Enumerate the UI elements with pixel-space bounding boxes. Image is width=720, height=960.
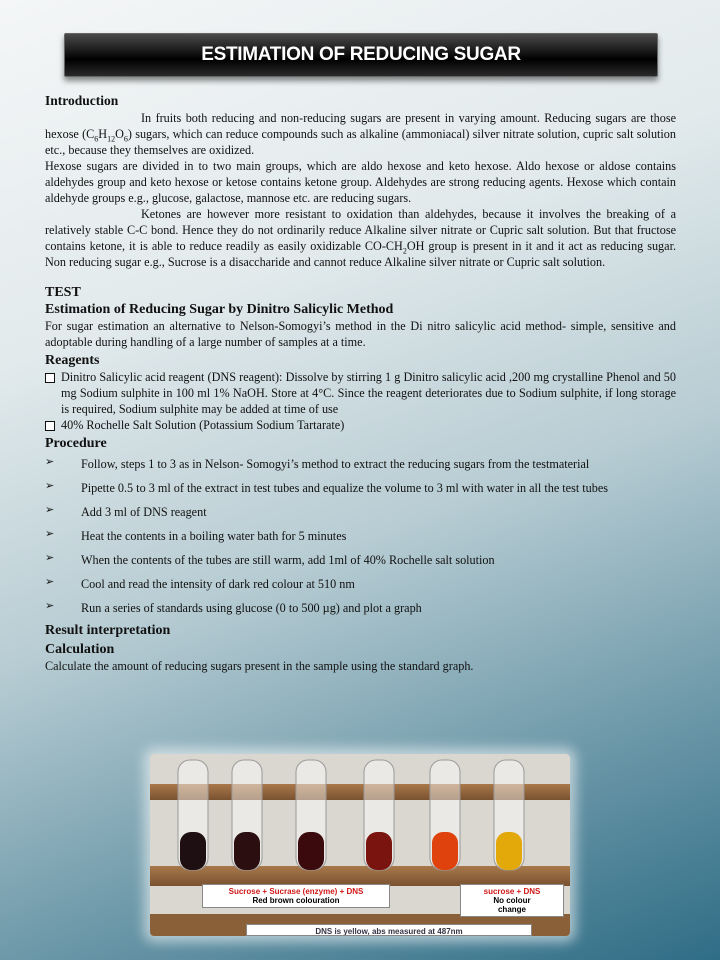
- procedure-step: [45, 550, 676, 570]
- document-body: [45, 92, 676, 674]
- procedure-step-text: Run a series of standards using glucose (0 to 500 µg) and plot a graph: [81, 601, 422, 615]
- intro-paragraph-2: Hexose sugars are divided in to two main groups, which are aldo hexose and keto hexose. Aldo hexose or aldose contains aldehydes group and keto hexose or ketose contains ketone group. Aldehydes are strong reducing agents. Hexose which contain aldehyde groups e.g., glucose, galactose, mannose etc. are reducing sugars.: [45, 159, 676, 205]
- procedure-step-text: Add 3 ml of DNS reagent: [81, 505, 207, 519]
- procedure-step: [45, 574, 676, 594]
- intro-heading: Introduction: [45, 93, 119, 108]
- caption-left-line-1: Sucrose + Sucrase (enzyme) + DNS: [228, 887, 364, 896]
- arrow-bullet-icon: ➢: [45, 575, 55, 588]
- procedure-step-text: Heat the contents in a boiling water bath for 5 minutes: [81, 529, 347, 543]
- procedure-step-text: Cool and read the intensity of dark red colour at 510 nm: [81, 577, 355, 591]
- reagent-item: [45, 417, 676, 433]
- reagent-text: Dinitro Salicylic acid reagent (DNS reagent): Dissolve by stirring 1 g Dinitro salicylic acid ,200 mg crystalline Phenol and 50 mg Sodium sulphite in 100 ml 1% NaOH. Store at 4°C. Since the reagent deteriorates due to Sodium sulphite, if long storage is required, Sodium sulphite may be added at time of use: [61, 370, 676, 416]
- calculation-heading: Calculation: [45, 642, 115, 657]
- arrow-bullet-icon: ➢: [45, 503, 55, 516]
- procedure-heading: Procedure: [45, 436, 107, 451]
- procedure-step-text: Follow, steps 1 to 3 as in Nelson- Somogyi’s method to extract the reducing sugars from the testmaterial: [81, 457, 590, 471]
- tube-liquid: [496, 832, 522, 870]
- arrow-bullet-icon: ➢: [45, 527, 55, 540]
- intro-paragraph-1: In fruits both reducing and non-reducing sugars are present in varying amount. Reducing sugars are those hexose $(C_6H_{12}O_6)$ sugars, which can reduce compounds such as alkaline (ammoniacal) silver nitrate solution, cupric salt solution etc., because they themselves are oxidized.: [45, 111, 676, 157]
- procedure-step: [45, 478, 676, 498]
- result-heading: Result interpretation: [45, 623, 171, 638]
- intro-paragraph-3: Ketones are however more resistant to oxidation than aldehydes, because it involves the breaking of a relatively stable C-C bond. Hence they do not ordinarily reduce Alkaline silver nitrate or Cupric salt solution. But that fructose contains ketone, it is able to reduce readily as easily oxidizable $CO-CH_2OH$ group is present in it and it act as reducing sugar. Non reducing sugar e.g., Sucrose is a disaccharide and cannot reduce Alkaline silver nitrate or Cupric salt solution.: [45, 207, 676, 269]
- arrow-bullet-icon: ➢: [45, 599, 55, 612]
- procedure-step: [45, 598, 676, 618]
- procedure-step-text: When the contents of the tubes are still warm, add 1ml of 40% Rochelle salt solution: [81, 553, 495, 567]
- checkbox-bullet-icon: [45, 421, 55, 431]
- reagent-item: [45, 369, 676, 417]
- reagent-text: 40% Rochelle Salt Solution (Potassium Sodium Tartarate): [61, 418, 345, 432]
- caption-left: [202, 884, 390, 908]
- procedure-step: [45, 502, 676, 522]
- procedure-step-text: Pipette 0.5 to 3 ml of the extract in test tubes and equalize the volume to 3 ml with water in all the test tubes: [81, 481, 608, 495]
- caption-left-line-2: Red brown colouration: [252, 896, 340, 905]
- caption-right-line-3: change: [497, 905, 526, 914]
- calculation-text: Calculate the amount of reducing sugars present in the sample using the standard graph.: [45, 659, 474, 673]
- tube-liquid: [180, 832, 206, 870]
- reagents-heading: Reagents: [45, 353, 100, 368]
- page-title: ESTIMATION OF REDUCING SUGAR: [201, 44, 521, 65]
- test-heading: TEST: [45, 285, 81, 300]
- caption-right: [460, 884, 564, 917]
- tube-liquid: [298, 832, 324, 870]
- arrow-bullet-icon: ➢: [45, 551, 55, 564]
- procedure-step: [45, 454, 676, 474]
- test-tubes-photo: [150, 754, 570, 936]
- tube-liquid: [234, 832, 260, 870]
- tube-liquid: [432, 832, 458, 870]
- procedure-step: [45, 526, 676, 546]
- procedure-list: [45, 454, 676, 618]
- caption-bottom: DNS is yellow, abs measured at 487nm: [246, 924, 532, 936]
- arrow-bullet-icon: ➢: [45, 479, 55, 492]
- caption-right-line-2: No colour: [493, 896, 531, 905]
- tube-liquid: [366, 832, 392, 870]
- title-bar: [64, 33, 658, 77]
- test-text: For sugar estimation an alternative to Nelson-Somogyi’s method in the Di nitro salicylic acid method- simple, sensitive and adoptable during handling of a large number of samples at a time.: [45, 319, 676, 349]
- checkbox-bullet-icon: [45, 373, 55, 383]
- test-subheading: Estimation of Reducing Sugar by Dinitro Salicylic Method: [45, 302, 394, 317]
- arrow-bullet-icon: ➢: [45, 455, 55, 468]
- caption-right-line-1: sucrose + DNS: [483, 887, 541, 896]
